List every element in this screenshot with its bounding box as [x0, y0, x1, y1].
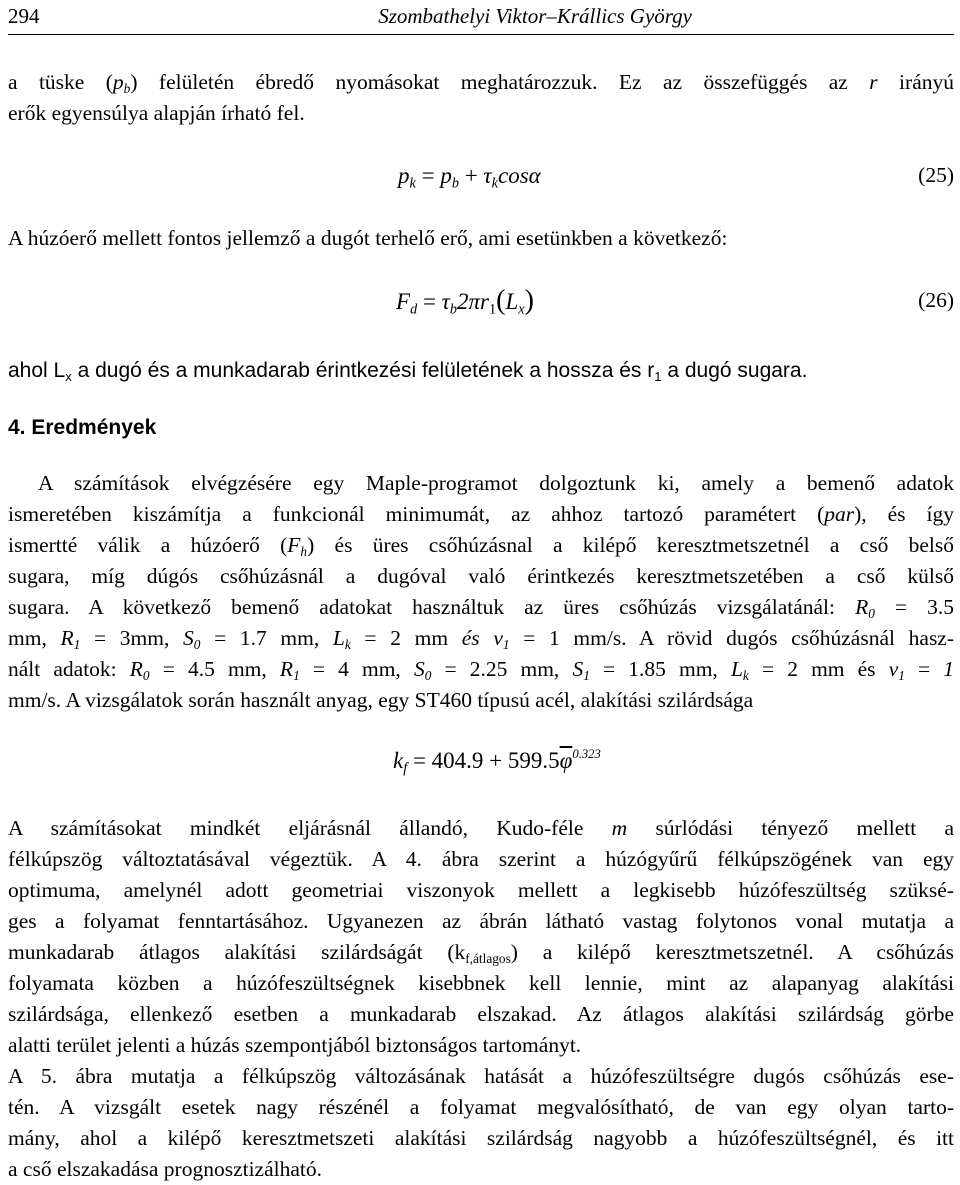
- force-paragraph: A húzóerő mellett fontos jellemző a dugót terhelő erő, ami esetünkben a következő:: [8, 226, 728, 250]
- running-title: Szombathelyi Viktor–Krállics György: [378, 4, 692, 28]
- section-heading: 4. Eredmények: [8, 416, 157, 439]
- page-number: 294: [8, 4, 40, 28]
- page-header: [8, 0, 954, 35]
- conclusion-paragraph: A számításokat mindkét eljárásnál állandó, Kudo-féle m súrlódási tényező mellett a félkúpszög változtatásával végeztük. A 4. ábra szerint a húzógyűrű félkúpszögének van egy optimuma, amelynél adott geometriai viszonyok mellett a legkisebb húzófeszültség szüksé- ges a folyamat fenntartásához. Ugyanezen az ábrán látható vastag folytonos vonal mutatja a munkadarab átlagos alakítási szilárdságát $(k_{f,átlagos})$ a kilépő keresztmetszetnél. A csőhúzás folyamata közben a húzófeszültségnek kisebbnek kell lennie, mint az alapanyag alakítási szilárdsága, ellenkező esetben a munkadarab elszakad. Az átlagos alakítási szilárdság görbe alatti terület jelenti a húzás szempontjából biztonságos tartományt. A 5. ábra mutatja a félkúpszög változásának hatását a húzófeszültségre dugós csőhúzás ese- tén. A vizsgált esetek nagy részénél a folyamat megvalósítható, de van egy olyan tarto- mány, ahol a kilépő keresztmetszeti alakítási szilárdság nagyobb a húzófeszültségnél, és itt a cső elszakadása prognosztizálható.: [8, 816, 954, 1181]
- intro-paragraph: a tüske $(p_b)$ felületén ébredő nyomásokat meghatározzuk. Ez az összefüggés az r irányú erők egyensúlya alapján írható fel.: [8, 70, 954, 125]
- where-line: ahol $L_x$ a dugó és a munkadarab érintkezési felületének a hossza és $r_1$ a dugó sugara.: [8, 359, 808, 384]
- results-paragraph: A számítások elvégzésére egy Maple-programot dolgoztunk ki, amely a bemenő adatok ismeretében kiszámítja a funkcionál minimumát, az ahhoz tartozó paramétert (par), és így ismertté válik a húzóerő $(F_h)$ és üres csőhúzásnal a kilépő keresztmetszetnél a cső belső sugara, míg dúgós csőhúzásnál a dugóval való érintkezés keresztmetszetében a cső külső sugara. A következő bemenő adatokat használtuk az üres csőhúzás vizsgálatánál: $R_0 = 3.5$ mm, $R_1 = 3mm$, $S_0 = 1.7$ mm, $L_k = 2$ mm és $v_1 = 1$ mm/s. A rövid dugós csőhúzásnál hasz- nált adatok: $R_0 = 4.5$ mm, $R_1 = 4$ mm, $S_0 = 2.25$ mm, $S_1 = 1.85$ mm, $L_k = 2$ mm és $v_1 = 1$ mm/s. A vizsgálatok során használt anyag, egy ST460 típusú acél, alakítási szilárdsága: [8, 471, 955, 712]
- equation-number: (25): [918, 163, 954, 187]
- equation-number: (26): [918, 288, 954, 312]
